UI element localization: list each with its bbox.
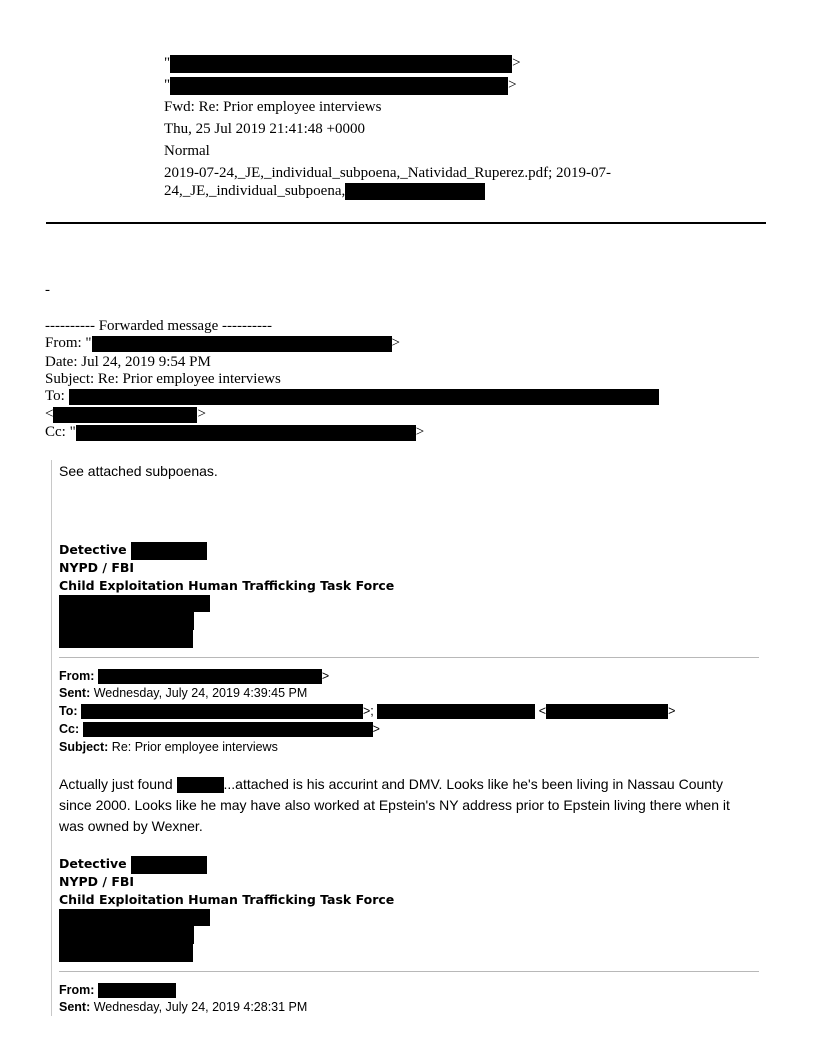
quote-bar bbox=[51, 460, 52, 1016]
message2-from bbox=[59, 667, 329, 685]
redaction-block bbox=[59, 926, 194, 944]
redaction-block bbox=[59, 595, 210, 612]
redaction-block bbox=[92, 336, 392, 352]
signature-title: Detective bbox=[59, 542, 127, 557]
message3-from-label: From: bbox=[59, 983, 95, 997]
signature-title-line bbox=[59, 855, 207, 874]
signature-agency: NYPD / FBI bbox=[59, 874, 135, 889]
redaction-block bbox=[69, 389, 659, 405]
redaction-block bbox=[345, 183, 485, 200]
message2-subject-label: Subject: bbox=[59, 740, 109, 754]
message2-body-line1-post: ...attached is his accurint and DMV. Looks like he's been living in Nassau County bbox=[223, 776, 723, 792]
message2-to-label: To: bbox=[59, 704, 78, 718]
redaction-block bbox=[131, 542, 207, 560]
message3-from bbox=[59, 981, 176, 999]
redaction-block bbox=[76, 425, 416, 441]
forwarded-from bbox=[45, 335, 400, 352]
redaction-block bbox=[546, 704, 668, 719]
redaction-block bbox=[59, 909, 210, 926]
forwarded-from-prefix: From: " bbox=[45, 335, 92, 351]
header-to-value bbox=[164, 75, 517, 95]
message2-cc bbox=[59, 720, 380, 738]
message2-subject-value: Re: Prior employee interviews bbox=[111, 740, 278, 754]
message-separator bbox=[59, 971, 759, 972]
redaction-block bbox=[83, 722, 373, 737]
redaction-block bbox=[98, 983, 176, 998]
message2-body-line-2: since 2000. Looks like he may have also worked at Epstein's NY address prior to Epstein living there when it bbox=[59, 797, 730, 813]
message2-to-open2: < bbox=[538, 704, 547, 718]
forwarded-from-close: > bbox=[391, 335, 401, 351]
header-to-open: " bbox=[164, 77, 171, 93]
forwarded-cc-prefix: Cc: " bbox=[45, 424, 76, 440]
message-separator bbox=[59, 657, 759, 658]
forwarded-banner: ---------- Forwarded message ---------- bbox=[45, 318, 272, 334]
header-to-close: > bbox=[508, 77, 517, 93]
redaction-block bbox=[81, 704, 363, 719]
forwarded-cc-close: > bbox=[415, 424, 425, 440]
message2-to-sep: >; bbox=[363, 704, 374, 718]
forwarded-to bbox=[45, 388, 659, 405]
header-subject-value: Fwd: Re: Prior employee interviews bbox=[164, 99, 382, 115]
signature-title: Detective bbox=[59, 856, 127, 871]
message3-sent bbox=[59, 998, 307, 1016]
header-divider bbox=[46, 222, 766, 224]
signature-unit: Child Exploitation Human Trafficking Task Force bbox=[59, 892, 395, 907]
message2-sent-label: Sent: bbox=[59, 686, 91, 700]
forwarded-to-cont-close: > bbox=[197, 406, 206, 422]
message2-subject bbox=[59, 738, 278, 756]
dash-line: - bbox=[45, 282, 50, 298]
redaction-block bbox=[377, 704, 535, 719]
message2-sent-value: Wednesday, July 24, 2019 4:39:45 PM bbox=[93, 686, 308, 700]
message2-body-line-1 bbox=[59, 774, 723, 794]
forwarded-cc bbox=[45, 424, 424, 441]
message2-from-close: > bbox=[321, 669, 330, 683]
message2-to-close2: > bbox=[668, 704, 676, 718]
redaction-block bbox=[59, 630, 193, 648]
redaction-block bbox=[131, 856, 207, 874]
forwarded-to-prefix: To: bbox=[45, 388, 69, 404]
redaction-block bbox=[177, 777, 224, 793]
message3-sent-value: Wednesday, July 24, 2019 4:28:31 PM bbox=[93, 1000, 308, 1014]
forwarded-to-cont-open: < bbox=[45, 406, 54, 422]
signature-unit: Child Exploitation Human Trafficking Task Force bbox=[59, 578, 395, 593]
forwarded-to-continued bbox=[45, 406, 206, 423]
redaction-block bbox=[59, 612, 194, 630]
header-date-value: Thu, 25 Jul 2019 21:41:48 +0000 bbox=[164, 121, 365, 137]
header-from-value bbox=[164, 53, 521, 73]
attachments-line-2 bbox=[164, 181, 485, 201]
forwarded-subject: Subject: Re: Prior employee interviews bbox=[45, 371, 281, 387]
message2-from-label: From: bbox=[59, 669, 95, 683]
attachment-link-1[interactable]: 2019-07-24,_JE,_individual_subpoena,_Natividad_Ruperez.pdf; 2019-07- bbox=[164, 165, 611, 181]
signature-agency: NYPD / FBI bbox=[59, 560, 135, 575]
header-importance-value: Normal bbox=[164, 143, 210, 159]
redaction-block bbox=[53, 407, 197, 423]
message2-cc-label: Cc: bbox=[59, 722, 80, 736]
header-from-open: " bbox=[164, 55, 171, 71]
message2-sent bbox=[59, 684, 307, 702]
message2-body-line-3: was owned by Wexner. bbox=[59, 818, 203, 834]
attachment-link-2[interactable]: 24,_JE,_individual_subpoena, bbox=[164, 183, 346, 199]
header-from-close: > bbox=[512, 55, 521, 71]
message2-cc-close: > bbox=[372, 722, 380, 736]
message2-to bbox=[59, 702, 675, 720]
signature-title-line bbox=[59, 541, 207, 560]
redaction-block bbox=[170, 77, 508, 95]
forwarded-date: Date: Jul 24, 2019 9:54 PM bbox=[45, 354, 211, 370]
redaction-block bbox=[98, 669, 322, 684]
message3-sent-label: Sent: bbox=[59, 1000, 91, 1014]
redaction-block bbox=[59, 944, 193, 962]
message2-body-line1-pre: Actually just found bbox=[59, 776, 177, 792]
redaction-block bbox=[170, 55, 512, 73]
message1-body: See attached subpoenas. bbox=[59, 463, 218, 479]
